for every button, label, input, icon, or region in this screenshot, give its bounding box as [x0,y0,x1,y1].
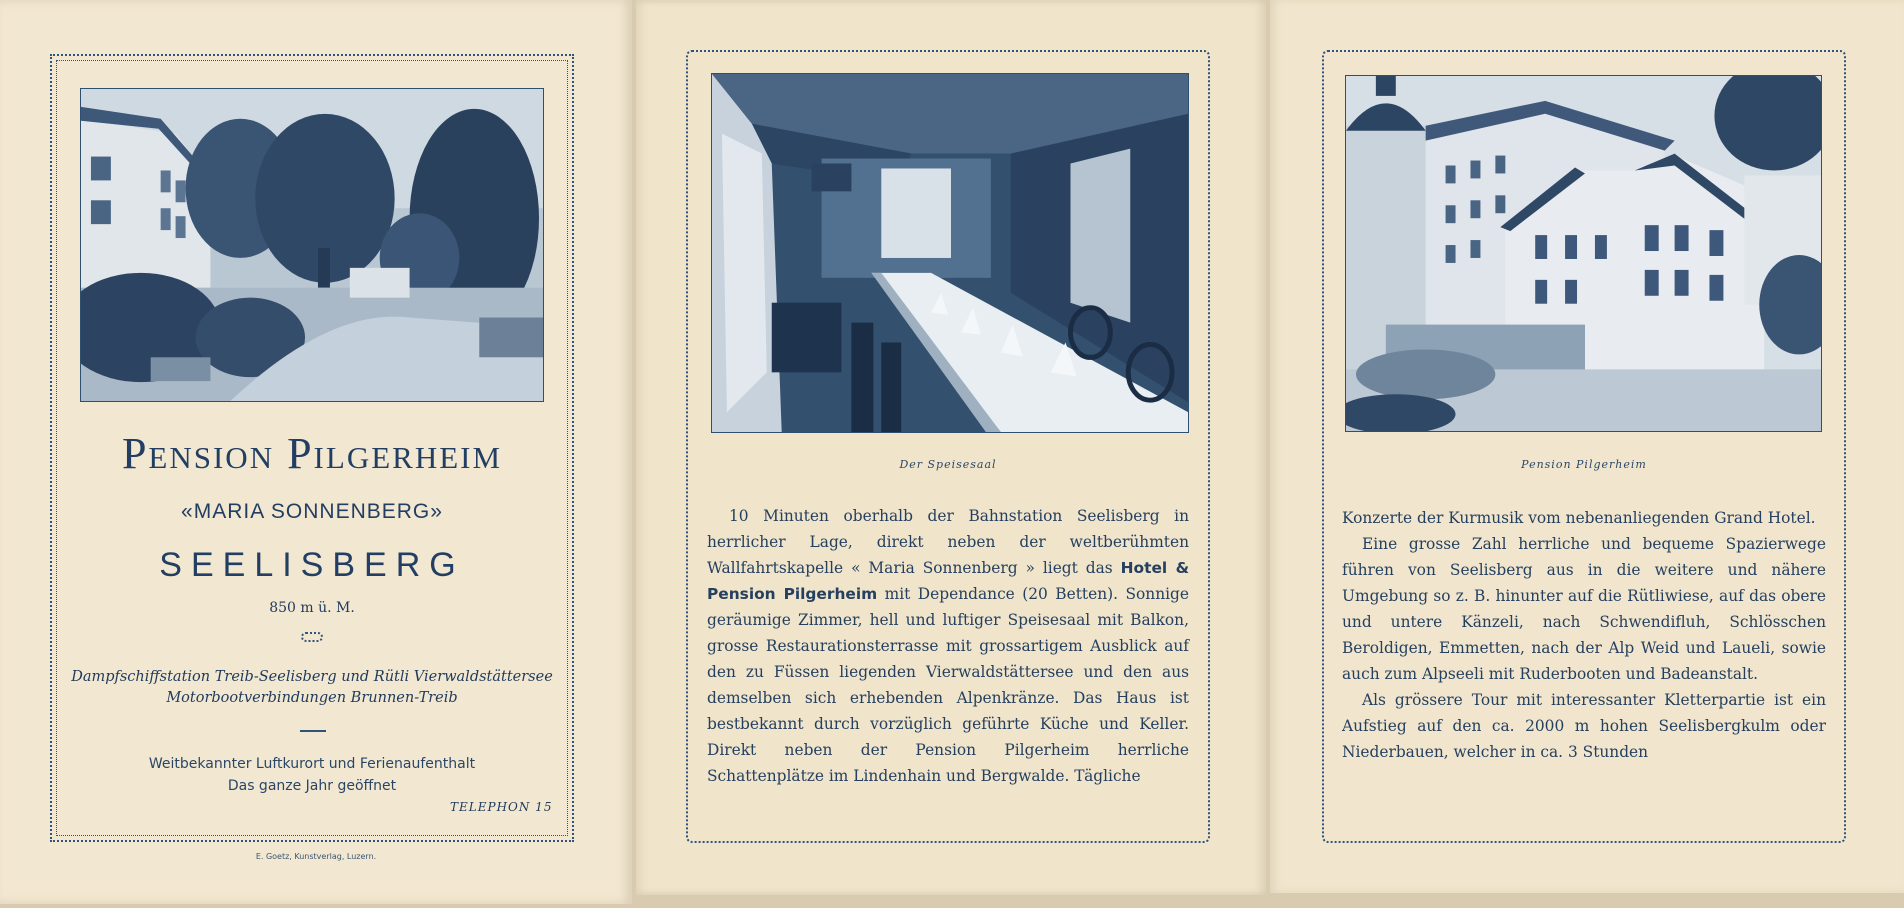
cover-photo-garden [80,88,544,402]
right-paragraph-1: Konzerte der Kurmusik vom nebenanliegenden Grand Hotel. [1342,509,1816,527]
publisher-credit: E. Goetz, Kunstverlag, Luzern. [255,852,377,861]
cover-panel [0,0,632,904]
exterior-caption: Pension Pilgerheim [1521,458,1647,471]
middle-panel [636,0,1266,895]
right-body-text [1342,505,1826,765]
resort-line-1: Weitbekannter Luftkurort und Ferienaufenthalt [148,756,476,772]
pension-exterior-photo [1345,75,1822,432]
cover-telephone: TELEPHON 15 [450,800,553,814]
middle-text-part1: 10 Minuten oberhalb der Bahnstation Seelisberg in herrlicher Lage, direkt neben der weltberühmten Wallfahrtskapelle « Maria Sonnenberg » liegt das [707,507,1189,577]
cover-altitude: 850 m ü. M. [269,600,355,616]
route-line-2: Motorbootverbindungen Brunnen-Treib [166,690,458,706]
cover-title: Pension Pilgerheim [121,429,503,478]
cover-route [50,667,574,709]
resort-line-2: Das ganze Jahr geöffnet [227,778,397,794]
right-paragraph-2: Eine grosse Zahl herrliche und bequeme Spazierwege führen von Seelisberg aus in die weitere und nähere Umgebung so z. B. hinunter auf die Rütliwiese, auf das obere und untere Känzeli, nach Schwendifluh, Schlösschen Beroldigen, Emmetten, nach der Alp Weid und Laueli, sowie auch zum Alpseeli mit Ruderbooten und Badeanstalt. [1342,535,1826,683]
dining-hall-photo [711,73,1189,433]
dining-hall-caption: Der Speisesaal [899,458,997,471]
cover-resort [50,753,574,797]
route-line-1: Dampfschiffstation Treib-Seelisberg und Rütli Vierwaldstättersee [71,669,553,685]
cover-subtitle: «MARIA SONNENBERG» [181,500,443,523]
middle-body-text [707,503,1189,789]
ornament-icon [301,632,323,642]
right-paragraph-3: Als grössere Tour mit interessanter Kletterpartie ist ein Aufstieg auf den ca. 2000 m hohen Seelisbergkulm oder Niederbauen, welcher in ca. 3 Stunden [1342,691,1826,761]
cover-place: SEELISBERG [159,546,465,584]
right-panel [1270,0,1904,893]
divider-dash [300,730,326,732]
middle-text-bold: Hotel & Pension Pilgerheim [707,559,1189,603]
middle-text-part2: mit Dependance (20 Betten). Sonnige geräumige Zimmer, hell und luftiger Speisesaal mit Balkon, grosse Restaurationsterrasse mit grossartigem Ausblick auf den zu Füssen liegenden Vierwaldstättersee und den aus demselben sich erhebenden Alpenkränze. Das Haus ist bestbekannt durch vorzüglich geführte Küche und Keller. Direkt neben der Pension Pilgerheim herrliche Schattenplätze im Lindenhain und Bergwalde. Tägliche [707,585,1189,785]
